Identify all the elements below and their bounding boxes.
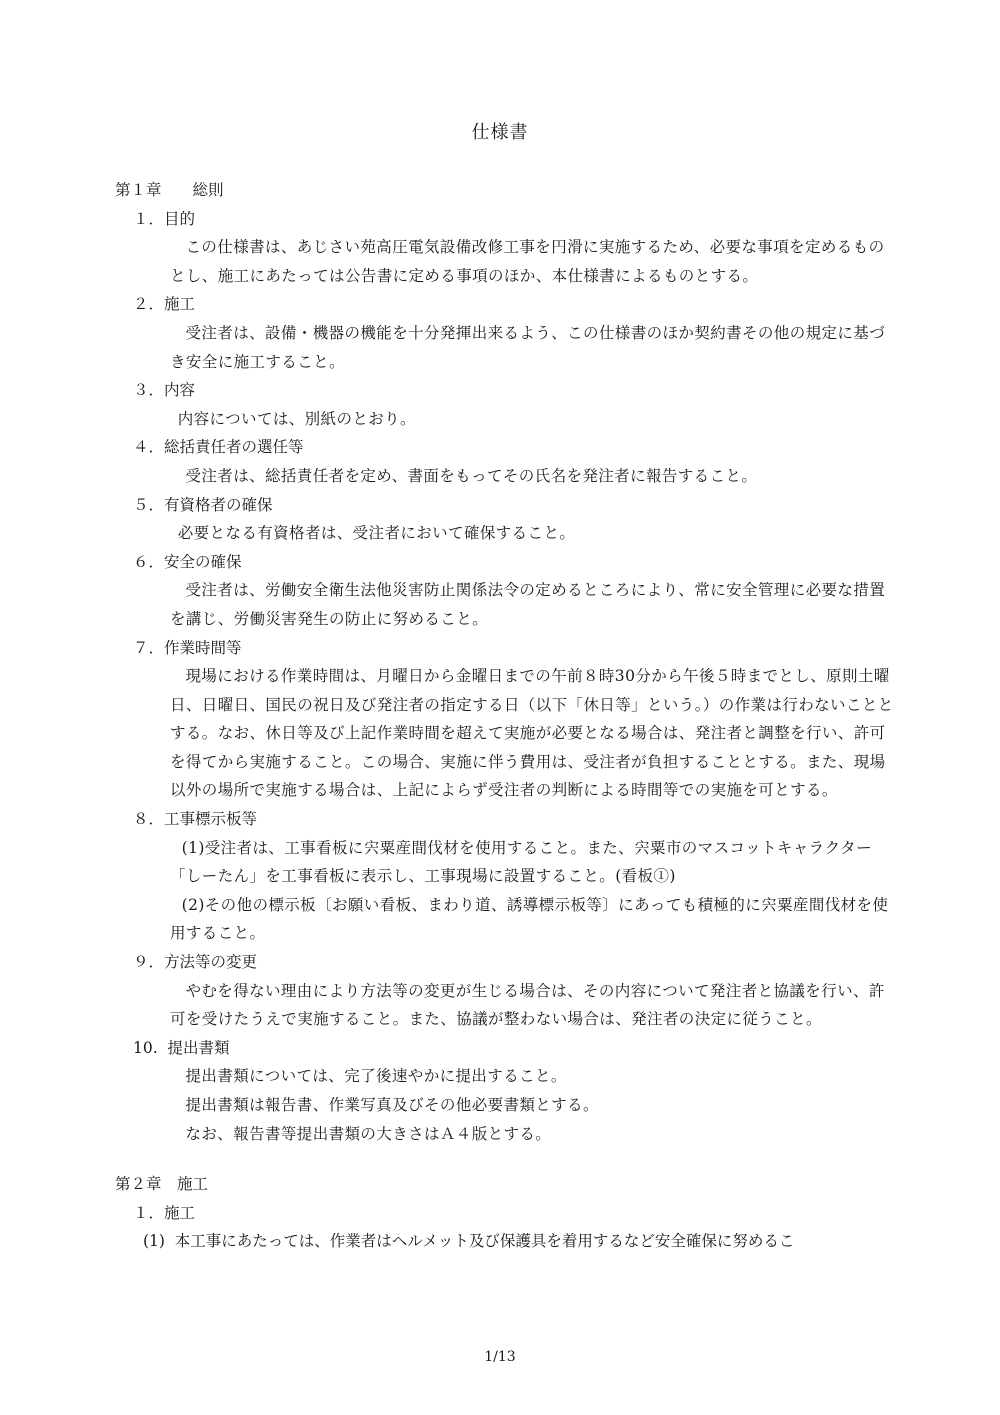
document-title: 仕様書 — [471, 122, 529, 143]
chapter-2-heading: 第２章 施工 — [115, 1175, 209, 1194]
section-heading: 10. 提出書類 — [133, 1038, 230, 1057]
section-heading: ６．安全の確保 — [133, 552, 242, 571]
section-paragraph: なお、報告書等提出書類の大きさはＡ４版とする。 — [185, 1124, 552, 1143]
section-paragraph: 提出書類は報告書、作業写真及びその他必要書類とする。 — [185, 1096, 599, 1114]
section-heading: ７．作業時間等 — [133, 638, 242, 657]
document-body — [115, 176, 895, 1256]
section-paragraph: 内容については、別紙のとおり。 — [177, 409, 416, 428]
chapter-1-heading: 第１章 総則 — [115, 181, 224, 199]
section-heading: ９．方法等の変更 — [133, 953, 258, 972]
section-heading: ５．有資格者の確保 — [133, 495, 273, 514]
section-paragraph: 必要となる有資格者は、受注者において確保すること。 — [177, 524, 576, 543]
section-paragraph: この仕様書は、あじさい苑高圧電気設備改修工事を円滑に実施するため、必要な事項を定めるものとし、施工にあたっては公告書に定める事項のほか、本仕様書によるものとする。 — [170, 238, 885, 285]
section-paragraph: 受注者は、設備・機器の機能を十分発揮出来るよう、この仕様書のほか契約書その他の規定に基づき安全に施工すること。 — [170, 323, 886, 371]
section-heading: １．施工 — [133, 1203, 196, 1222]
section-heading: ３．内容 — [133, 381, 196, 400]
section-paragraph: (1)受注者は、工事看板に宍粟産間伐材を使用すること。また、宍粟市のマスコットキャラクター「しーたん」を工事看板に表示し、工事現場に設置すること。(看板①) — [170, 838, 872, 886]
list-item: (1) 本工事にあたっては、作業者はヘルメット及び保護具を着用するなど安全確保に努めるこ — [143, 1232, 795, 1251]
section-heading: ２．施工 — [133, 295, 196, 314]
section-paragraph: 現場における作業時間は、月曜日から金曜日までの午前８時30分から午後５時までとし、原則土曜日、日曜日、国民の祝日及び発注者の指定する日（以下「休日等」という。）の作業は行わないこととする。なお、休日等及び上記作業時間を超えて実施が必要となる場合は、発注者と調整を行い、許可を得てから実施すること。この場合、実施に伴う費用は、受注者が負担することとする。また、現場以外の場所で実施する場合は、上記によらず受注者の判断による時間等での実施を可とする。 — [170, 667, 894, 800]
page-number: 1/13 — [484, 1349, 516, 1365]
section-heading: １．目的 — [133, 209, 196, 228]
section-heading: ４．総括責任者の選任等 — [133, 438, 304, 457]
section-paragraph: 受注者は、総括責任者を定め、書面をもってその氏名を発注者に報告すること。 — [185, 466, 758, 485]
section-paragraph: 提出書類については、完了後速やかに提出すること。 — [185, 1067, 567, 1086]
section-paragraph: やむを得ない理由により方法等の変更が生じる場合は、その内容について発注者と協議を行い、許可を受けたうえで実施すること。また、協議が整わない場合は、発注者の決定に従うこと。 — [170, 981, 885, 1029]
section-paragraph: 受注者は、労働安全衛生法他災害防止関係法令の定めるところにより、常に安全管理に必要な措置を講じ、労働災害発生の防止に努めること。 — [170, 581, 886, 628]
section-paragraph: (2)その他の標示板〔お願い看板、まわり道、誘導標示板等〕にあっても積極的に宍粟産間伐材を使用すること。 — [170, 895, 889, 943]
section-heading: ８．工事標示板等 — [133, 810, 258, 829]
